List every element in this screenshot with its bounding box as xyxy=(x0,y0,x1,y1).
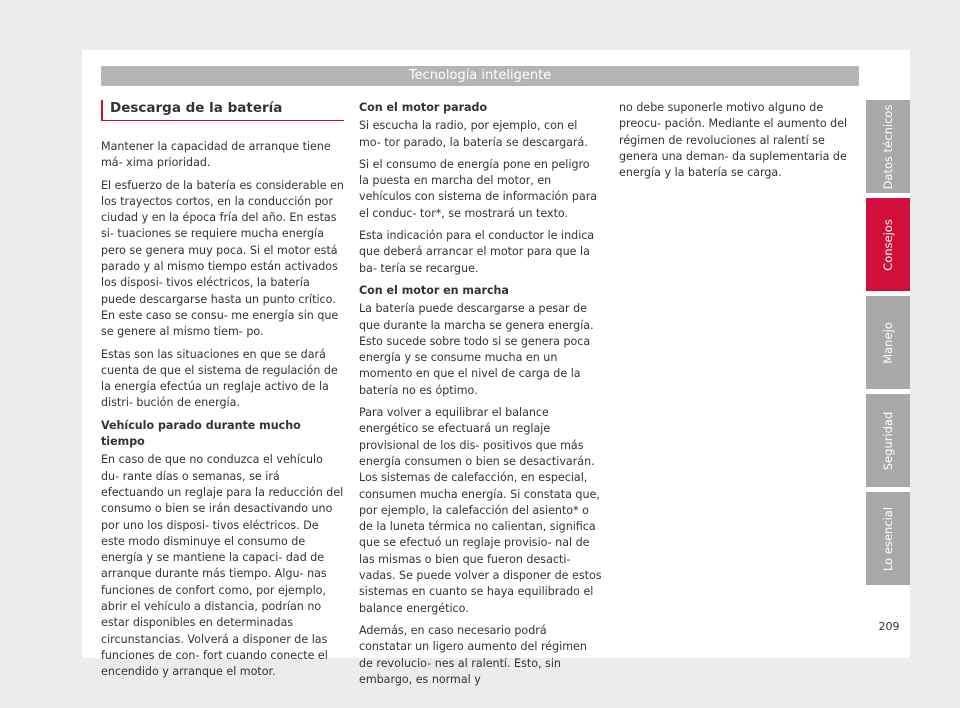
subheading: Con el motor parado xyxy=(359,101,488,114)
paragraph: Para volver a equilibrar el balance energético se efectuará un reglaje provisional de los dis- positivos que más energía consumen o bien se desactivarán. Los sistemas de calefacción, en especial, consumen mucha energía. Si constata que, por ejemplo, la calefacción del asiento* o de la luneta térmica no calientan, significa que se efectuó un reglaje provisio- nal de las mismas o bien que fueron desacti- vadas. Se puede volver a disponer de estos sistemas en cuanto se haya equilibrado el balance energético. xyxy=(359,406,602,615)
subheading: Con el motor en marcha xyxy=(359,283,509,297)
tab-label: Consejos xyxy=(881,218,895,271)
paragraph: Esta indicación para el conductor le indica que deberá arrancar el motor para que la ba- tería se recargue. xyxy=(359,229,595,275)
tab-seguridad[interactable] xyxy=(866,394,910,487)
paragraph: Si el consumo de energía pone en peligro la puesta en marcha del motor, en vehículos con sistema de información para el conduc- tor*, se mostrará un texto. xyxy=(359,157,598,220)
tab-manejo[interactable] xyxy=(866,296,910,389)
paragraph: no debe suponerle motivo alguno de preocu- pación. Mediante el aumento del régimen de revoluciones al ralentí se genera una deman- da suplementaria de energía y la batería se carga. xyxy=(619,101,848,180)
column-1 xyxy=(101,100,344,687)
tab-lo-esencial[interactable] xyxy=(866,492,910,585)
tab-label: Datos técnicos xyxy=(881,104,895,189)
paragraph: Mantener la capacidad de arranque tiene má- xima prioridad. xyxy=(101,140,331,170)
column-3 xyxy=(619,100,859,187)
section-title: Descarga de la batería xyxy=(101,100,344,121)
tab-label: Seguridad xyxy=(881,411,895,470)
subheading: Vehículo parado durante mucho tiempo xyxy=(101,418,301,449)
paragraph: Estas son las situaciones en que se dará cuenta de que el sistema de regulación de la energía efectúa un reglaje activo de la distri- bución de energía. xyxy=(101,347,338,410)
tab-datos-tecnicos[interactable] xyxy=(866,100,910,193)
paragraph: En caso de que no conduzca el vehículo du- rante días o semanas, se irá efectuando un reglaje para la reducción del consumo o bien se irán desactivando uno por uno los disposi- tivos eléctricos. De este modo disminuye el consumo de energía y se mantiene la capaci- dad de arranque durante más tiempo. Algu- nas funciones de confort como, por ejemplo, abrir el vehículo a distancia, podrían no estar disponibles en determinadas circunstancias. Volverá a disponer de las funciones de con- fort cuando conecte el encendido y arranque el motor. xyxy=(101,453,344,679)
paragraph: Además, en caso necesario podrá constatar un ligero aumento del régimen de revolucio- nes al ralentí. Esto, sin embargo, es normal y xyxy=(359,623,587,686)
tab-consejos[interactable] xyxy=(866,198,910,291)
column-2 xyxy=(359,100,602,694)
paragraph: Si escucha la radio, por ejemplo, con el mo- tor parado, la batería se descargará. xyxy=(359,119,588,149)
page-number: 209 xyxy=(878,620,900,633)
paragraph: La batería puede descargarse a pesar de que durante la marcha se genera energía. Esto sucede sobre todo si se genera poca energía y se consume mucha en un momento en que el nivel de carga de la batería no es óptimo. xyxy=(359,302,594,397)
paragraph: El esfuerzo de la batería es considerable en los trayectos cortos, en la conducción por ciudad y en la época fría del año. En estas si- tuaciones se requiere mucha energía pero se genera muy poca. Si el motor está parado y al mismo tiempo están activados los disposi- tivos eléctricos, la batería puede descargarse hasta un punto crítico. En este caso se consu- me energía sin que se genere al mismo tiem- po. xyxy=(101,178,344,339)
tab-label: Manejo xyxy=(881,321,895,364)
chapter-header: Tecnología inteligente xyxy=(101,66,859,86)
tab-label: Lo esencial xyxy=(881,506,895,571)
